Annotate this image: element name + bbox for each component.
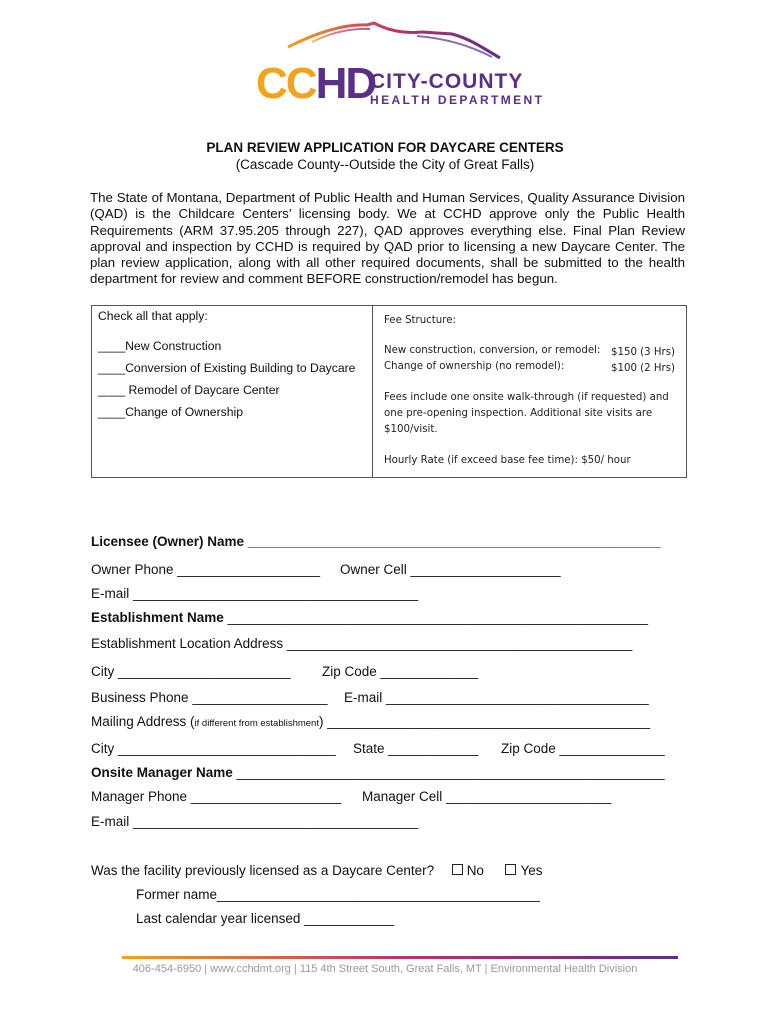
- no-label: No: [466, 863, 484, 878]
- manager-name-blank[interactable]: _________________________________________________________: [236, 765, 665, 780]
- footer-rule: [122, 956, 678, 959]
- logo-text: CCHD: [256, 59, 376, 108]
- check-all-header: Check all that apply:: [98, 309, 208, 323]
- manager-name-label: Onsite Manager Name: [91, 765, 233, 780]
- former-name-field[interactable]: Former name___________________________________________: [136, 887, 540, 902]
- fee-note-line: $100/visit.: [384, 424, 438, 435]
- mailing-state-field[interactable]: State ____________: [353, 741, 479, 756]
- mailing-address-label: Mailing Address (: [91, 714, 195, 729]
- mailing-zip-field[interactable]: Zip Code ______________: [501, 741, 665, 756]
- org-name-line1: CITY-COUNTY: [370, 70, 524, 93]
- document-title: PLAN REVIEW APPLICATION FOR DAYCARE CENTERS: [206, 140, 564, 155]
- fee-row-label: New construction, conversion, or remodel:: [384, 345, 601, 356]
- mailing-address-field[interactable]: [91, 714, 650, 729]
- manager-phone-field[interactable]: Manager Phone ____________________: [91, 789, 341, 804]
- owner-cell-field[interactable]: Owner Cell ____________________: [340, 562, 561, 577]
- establishment-name-field[interactable]: [91, 610, 648, 625]
- owner-email-field[interactable]: E-mail ______________________________________: [91, 586, 419, 601]
- establishment-name-blank[interactable]: ________________________________________________________: [227, 610, 649, 625]
- fee-structure-header: Fee Structure:: [384, 315, 456, 326]
- business-email-field[interactable]: E-mail ___________________________________: [344, 690, 649, 705]
- manager-cell-field[interactable]: Manager Cell ______________________: [362, 789, 612, 804]
- yes-checkbox[interactable]: [505, 864, 516, 875]
- option-new-construction[interactable]: ____New Construction: [98, 339, 222, 353]
- option-conversion[interactable]: ____Conversion of Existing Building to Daycare: [98, 361, 356, 375]
- zip-code-field[interactable]: Zip Code _____________: [322, 664, 479, 679]
- fee-row-label: Change of ownership (no remodel):: [384, 361, 565, 372]
- application-type-table: [91, 305, 687, 478]
- city-field[interactable]: City _______________________: [91, 664, 291, 679]
- business-phone-field[interactable]: Business Phone __________________: [91, 690, 328, 705]
- manager-name-field[interactable]: [91, 765, 665, 780]
- mailing-city-field[interactable]: City _____________________________: [91, 741, 336, 756]
- mountain-swoosh: [288, 23, 500, 58]
- option-remodel[interactable]: ____ Remodel of Daycare Center: [98, 383, 280, 397]
- licensee-name-field[interactable]: Licensee (Owner) Name _______________________________________________________: [91, 534, 661, 549]
- table-divider: [372, 306, 373, 477]
- yes-label: Yes: [520, 863, 543, 878]
- manager-email-field[interactable]: E-mail ______________________________________: [91, 814, 419, 829]
- fee-row-amount: $100 (2 Hrs): [611, 363, 675, 374]
- owner-phone-field[interactable]: Owner Phone ___________________: [91, 562, 320, 577]
- fee-note-line: Fees include one onsite walk-through (if requested) and: [384, 392, 669, 403]
- no-checkbox[interactable]: [452, 864, 463, 875]
- mailing-address-note: if different from establishment: [194, 718, 319, 729]
- mailing-address-blank[interactable]: ) ___________________________________________: [318, 714, 651, 729]
- document-subtitle: (Cascade County--Outside the City of Great Falls): [235, 157, 535, 172]
- org-name-line2: HEALTH DEPARTMENT: [370, 93, 545, 107]
- option-change-ownership[interactable]: ____Change of Ownership: [98, 405, 243, 419]
- hourly-rate: Hourly Rate (if exceed base fee time): $50/ hour: [384, 455, 631, 466]
- previously-licensed-question: [91, 863, 543, 878]
- last-licensed-year-field[interactable]: Last calendar year licensed ____________: [136, 911, 395, 926]
- intro-paragraph: The State of Montana, Department of Public Health and Human Services, Quality Assurance Division (QAD) is the Childcare Centers’ licensing body. We at CCHD approve only the Public Health Requirements (ARM 37.95.205 through 227), QAD approves everything else. Final Plan Review approval and inspection by CCHD is required by QAD prior to licensing a new Daycare Center. The plan review application, along with all other required documents, shall be submitted to the health department for review and comment BEFORE construction/remodel has begun.: [90, 190, 685, 287]
- establishment-name-label: Establishment Name: [91, 610, 224, 625]
- question-text: Was the facility previously licensed as a Daycare Center?: [91, 863, 435, 878]
- location-address-field[interactable]: Establishment Location Address ______________________________________________: [91, 636, 633, 651]
- fee-row-amount: $150 (3 Hrs): [611, 347, 675, 358]
- footer-contact: 406-454-6950 | www.cchdmt.org | 115 4th Street South, Great Falls, MT | Environmental Health Division: [132, 963, 638, 975]
- fee-note-line: one pre-opening inspection. Additional site visits are: [384, 408, 653, 419]
